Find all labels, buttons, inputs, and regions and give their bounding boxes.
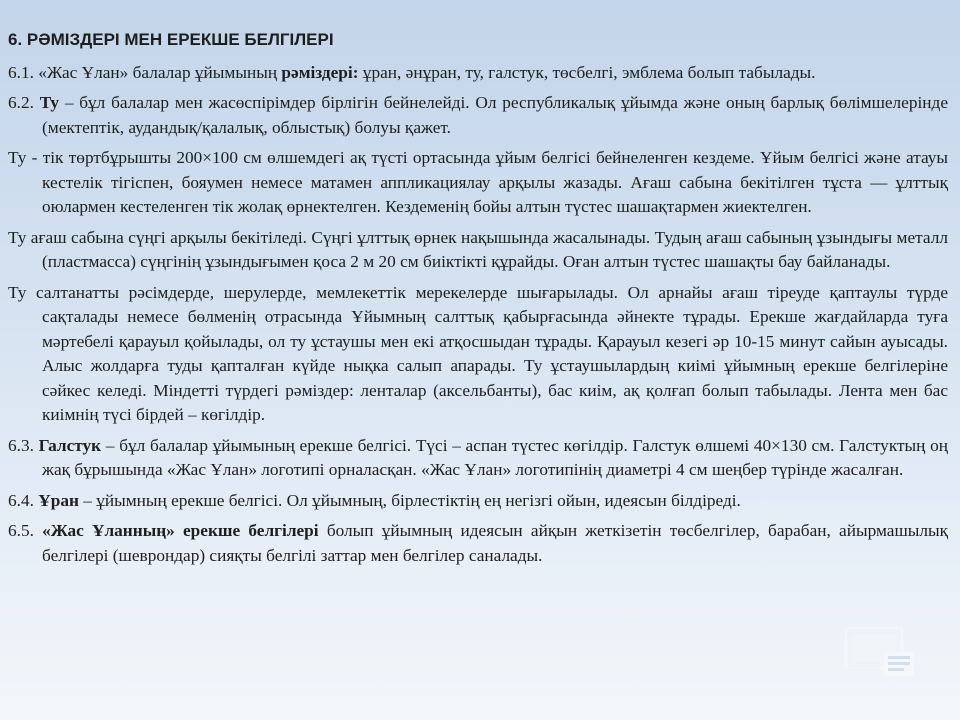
org-name: «Жас Ұлан» bbox=[38, 62, 129, 82]
paragraph-6-1 bbox=[8, 61, 948, 86]
paragraph-6-5 bbox=[8, 519, 948, 568]
bold-term: Галстук bbox=[38, 435, 102, 455]
slide-content bbox=[8, 28, 948, 574]
bold-term: Ту bbox=[39, 93, 60, 112]
paragraph-flag-ceremony: Ту салтанатты рәсімдерде, шерулерде, мемлекеттік мерекелерде шығарылады. Ол арнайы ағаш тіреуде қаптаулы түрде сақталады немесе бөлменің отрасында Ұйымның салттық қабырғасында әйнекте тұрады. Ерекше жағдайларда туға мәртебелі қарауыл қойылады, ол ту ұстаушы мен екі атқосшыдан тұрады. Қарауыл кезегі әр 10-15 минут сайын ауысады. Алыс жолдарға туды қапталған күйде нықка салып апарады. Ту ұстаушылардың киімі ұйымның ерекше белгілеріне сәйкес келеді. Міндетті түрдегі рәміздер: ленталар (аксельбанты), бас киім, ақ қолғап болып табылады. Лента мен бас киімнің түсі бірдей – көгілдір. bbox=[8, 282, 948, 424]
text-run: – бұл балалар ұйымының ерекше белгісі. Түсі – аспан түстес көгілдір. Галстук өлшемі 40×130 см. Галстуктың оң жақ бұрышында «Жас Ұлан» логотипі орналасқан. «Жас Ұлан» логотипінің диаметрі 4 см шеңбер түрінде жасалған. bbox=[42, 435, 948, 479]
text-run: ұран, әнұран, ту, галстук, төсбелгі, эмблема болып табылады. bbox=[358, 62, 816, 82]
item-number: 6.2. bbox=[8, 93, 34, 112]
presentation-watermark-icon bbox=[844, 622, 918, 680]
text-run: болып ұйымның идеясын айқын жеткізетін төсбелгілер, барабан, айырмашылық белгілері (шеврондар) сияқты белгілі заттар мен белгілер саналады. bbox=[42, 521, 948, 565]
text-run: – бұл балалар мен жасөспірімдер бірлігін бейнелейді. Ол республикалық ұйымда және оның барлық бөлімшелерінде (мектептік, аудандық/қалалық, облыстық) болуы қажет. bbox=[42, 93, 948, 137]
bold-term: Ұран bbox=[38, 490, 79, 510]
text-run: – ұйымның ерекше белгісі. Ол ұйымның, бірлестіктің ең негізгі ойын, идеясын білдіреді. bbox=[78, 490, 741, 510]
bold-term: рәміздері: bbox=[281, 62, 359, 82]
paragraph-6-2 bbox=[8, 91, 948, 140]
paragraph-flag-description: Ту - тік төртбұрышты 200×100 см өлшемдегі ақ түсті ортасында ұйым белгісі бейнеленген кездеме. Ұйым белгісі және атауы кестелік тігіспен, бояумен немесе матамен аппликациялау арқылы жазады. Ағаш сабына бекітілген тұста — ұлттық оюлармен кестеленген тік жолақ өрнектелген. Кездеменің бойы алтын түстес шашақтармен жиектелген. bbox=[8, 148, 948, 216]
item-number: 6.3. bbox=[8, 435, 34, 455]
paragraph-6-3 bbox=[8, 434, 948, 483]
paragraph-flag-pole: Ту ағаш сабына сүңгі арқылы бекітіледі. Сүңгі ұлттық өрнек нақышында жасалынады. Тудың ағаш сабының ұзындығы металл (пластмасса) сүңгінің ұзындығымен қоса 2 м 20 см биіктікті құрайды. Оған алтын түстес шашақты бау байланады. bbox=[8, 227, 948, 271]
section-heading: 6. РӘМІЗДЕРІ МЕН ЕРЕКШЕ БЕЛГІЛЕРІ bbox=[8, 30, 334, 49]
item-number: 6.5. bbox=[8, 521, 34, 540]
bold-term: «Жас Ұланның» ерекше белгілері bbox=[42, 521, 319, 540]
paragraph-6-4 bbox=[8, 489, 948, 514]
item-number: 6.4. bbox=[8, 490, 34, 510]
text-run: балалар ұйымының bbox=[128, 62, 282, 82]
item-number: 6.1. bbox=[8, 62, 34, 82]
